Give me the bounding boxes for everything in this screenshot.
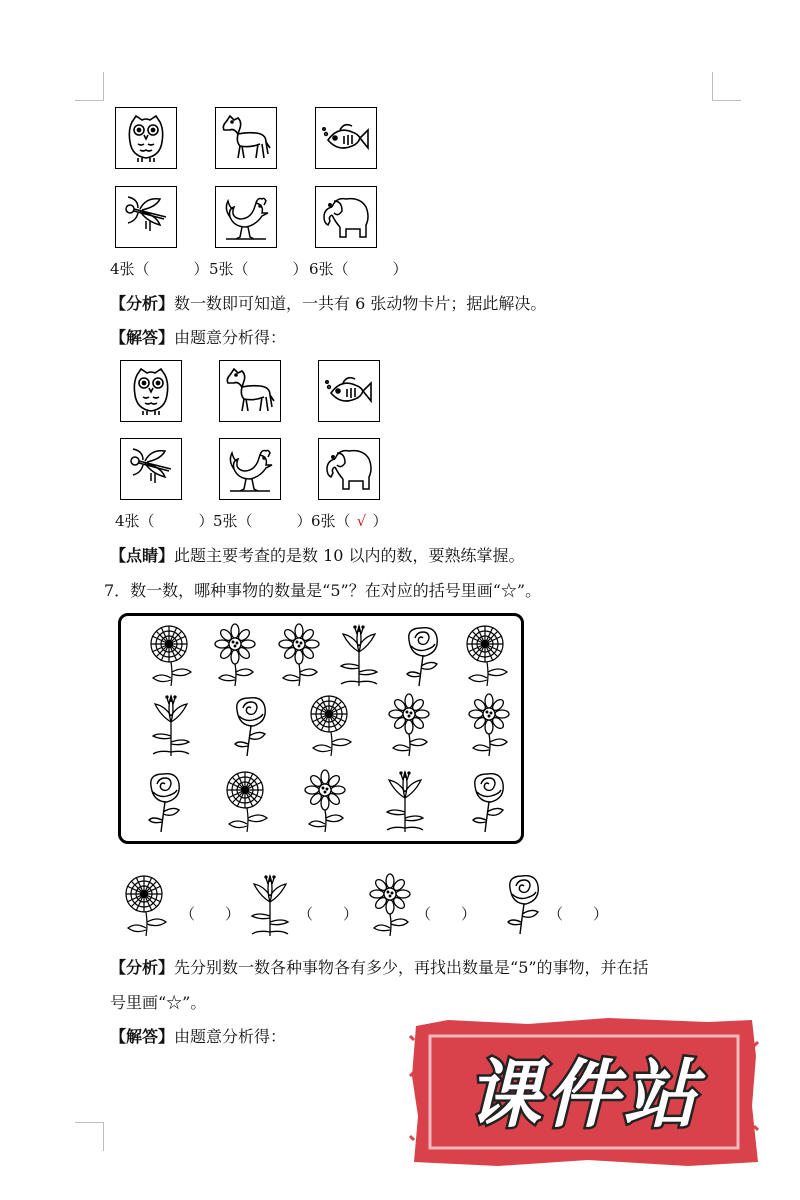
answer-option-4-cards: 4张（ ） (115, 512, 214, 530)
answer-card-fish (318, 360, 380, 422)
option-4-cards[interactable]: 4张（ ） (110, 260, 209, 278)
answer-card-owl (120, 360, 182, 422)
flower-rose (395, 622, 451, 688)
flower-daisy (297, 768, 353, 834)
card-rooster (215, 186, 277, 248)
stamp-text: 课件站 (467, 1052, 701, 1138)
flower-daisy (461, 692, 517, 758)
answer-card-dragonfly (120, 438, 182, 500)
answer-flower-daisy (362, 872, 418, 938)
flower-grid-box (118, 613, 524, 844)
answer-card-rooster (219, 438, 281, 500)
paren-chrysanthemum[interactable]: （ ） (180, 905, 241, 923)
answer-card-elephant (318, 438, 380, 500)
card-owl (115, 107, 177, 169)
flower-chrysanthemum (217, 768, 273, 834)
paren-rose[interactable]: （ ） (548, 905, 609, 923)
card-elephant (315, 186, 377, 248)
crop-mark-top-left (75, 72, 104, 101)
flower-rose (137, 768, 193, 834)
answer-flower-lily (242, 872, 298, 938)
option-5-cards[interactable]: 5张（ ） (209, 260, 308, 278)
card-fish (315, 107, 377, 169)
flower-rose (223, 692, 279, 758)
paren-daisy[interactable]: （ ） (416, 905, 477, 923)
flower-lily (331, 622, 387, 688)
flower-daisy (207, 622, 263, 688)
answer-1: 【解答】由题意分析得： (110, 328, 287, 347)
answer-flower-rose (496, 870, 552, 936)
answer-option-6-cards: 6张（ √ ） (311, 512, 388, 530)
card-horse (215, 107, 277, 169)
check-mark: √ (356, 512, 367, 530)
flower-daisy (271, 622, 327, 688)
flower-lily (377, 768, 433, 834)
answer-flower-chrysanthemum (116, 872, 172, 938)
flower-chrysanthemum (141, 622, 197, 688)
comment-1: 【点睛】此题主要考查的是数 10 以内的数，要熟练掌握。 (110, 546, 525, 565)
crop-mark-bottom-left (75, 1122, 104, 1151)
flower-rose (461, 768, 517, 834)
option-6-cards[interactable]: 6张（ ） (309, 260, 408, 278)
card-dragonfly (115, 186, 177, 248)
question-7: 7．数一数，哪种事物的数量是“5”？在对应的括号里画“☆”。 (104, 581, 542, 600)
flower-daisy (381, 692, 437, 758)
crop-mark-top-right (712, 72, 741, 101)
flower-chrysanthemum (457, 622, 513, 688)
answer-2: 【解答】由题意分析得： (110, 1027, 287, 1046)
analysis-1: 【分析】数一数即可知道，一共有 6 张动物卡片；据此解决。 (110, 294, 547, 313)
analysis-2-line-1: 【分析】先分别数一数各种事物各有多少，再找出数量是“5”的事物，并在括 (110, 958, 649, 977)
paren-lily[interactable]: （ ） (298, 905, 359, 923)
answer-card-horse (219, 360, 281, 422)
flower-lily (143, 692, 199, 758)
watermark-stamp (408, 1016, 760, 1168)
flower-chrysanthemum (301, 692, 357, 758)
analysis-2-line-2: 号里画“☆”。 (110, 993, 207, 1012)
answer-option-5-cards: 5张（ ） (213, 512, 312, 530)
